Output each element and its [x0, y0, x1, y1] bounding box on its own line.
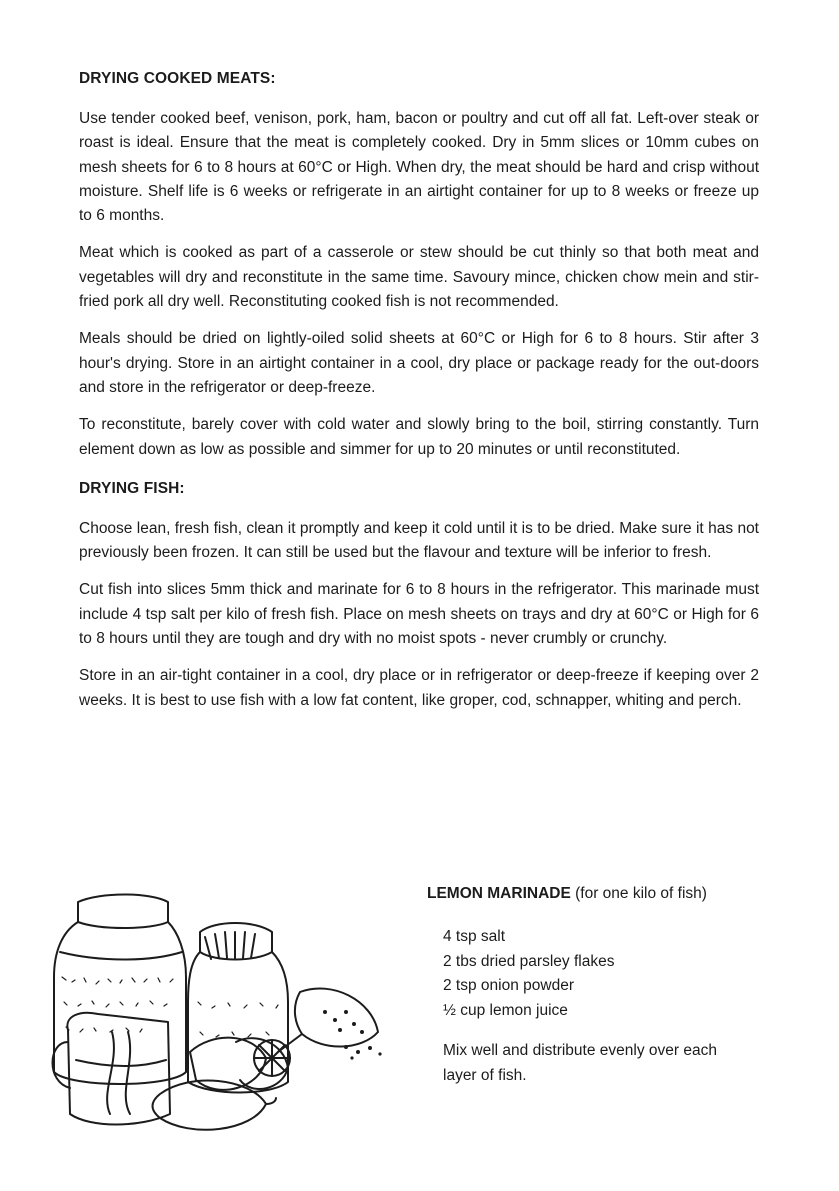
ingredient: 4 tsp salt [443, 928, 506, 945]
page-content [79, 70, 759, 726]
paragraph: Store in an air-tight container in a cool, dry place or in refrigerator or deep-freeze if keeping over 2 weeks. It is best to use fish with a low fat content, like groper, cod, schnapper, whiting and perch. [79, 667, 759, 709]
recipe-method: Mix well and distribute evenly over each layer of fish. [443, 1042, 717, 1084]
heading-drying-fish: DRYING FISH: [79, 479, 185, 497]
lemon-marinade-recipe [427, 885, 767, 1088]
paragraph: Use tender cooked beef, venison, pork, ham, bacon or poultry and cut off all fat. Left-over steak or roast is ideal. Ensure that the meat is completely cooked. Dry in 5mm slices or 10mm cubes on mesh sheets for 6 to 8 hours at 60°C or High. When dry, the meat should be hard and crisp without moisture. Shelf life is 6 weeks or refrigerate in an airtight container for up to 8 weeks or freeze up to 6 months. [79, 110, 759, 225]
paragraph: Choose lean, fresh fish, clean it promptly and keep it cold until it is to be dried. Make sure it has not previously been frozen. It can still be used but the flavour and texture will be inferior to fresh. [79, 519, 759, 562]
heading-drying-cooked-meats: DRYING COOKED MEATS: [79, 70, 276, 87]
ingredient: ½ cup lemon juice [443, 1001, 568, 1019]
paragraph: Meals should be dried on lightly-oiled solid sheets at 60°C or High for 6 to 8 hours. Stir after 3 hour's drying. Store in an airtight container in a cool, dry place or package ready for the out-doors and store in the refrigerator or deep-freeze. [79, 330, 759, 396]
ingredient: 2 tbs dried parsley flakes [443, 952, 615, 970]
ingredient: 2 tsp onion powder [443, 977, 574, 994]
recipe-title: LEMON MARINADE [427, 885, 571, 902]
paragraph: Cut fish into slices 5mm thick and marinate for 6 to 8 hours in the refrigerator. This marinade must include 4 tsp salt per kilo of fresh fish. Place on mesh sheets on trays and dry at 60°C or High for 6 to 8 hours until they are tough and dry with no moist spots - never crumbly or crunchy. [79, 581, 759, 648]
ingredient-list [443, 925, 767, 1023]
recipe-subtitle: (for one kilo of fish) [575, 885, 707, 902]
jars-lemon-illustration [40, 882, 400, 1142]
paragraph: To reconstitute, barely cover with cold water and slowly bring to the boil, stirring constantly. Turn element down as low as possible and simmer for up to 20 minutes or until reconstituted. [79, 416, 759, 458]
paragraph: Meat which is cooked as part of a casserole or stew should be cut thinly so that both meat and vegetables will dry and reconstitute in the same time. Savoury mince, chicken chow mein and stir-fried pork all dry well. Reconstituting cooked fish is not recommended. [79, 244, 759, 311]
